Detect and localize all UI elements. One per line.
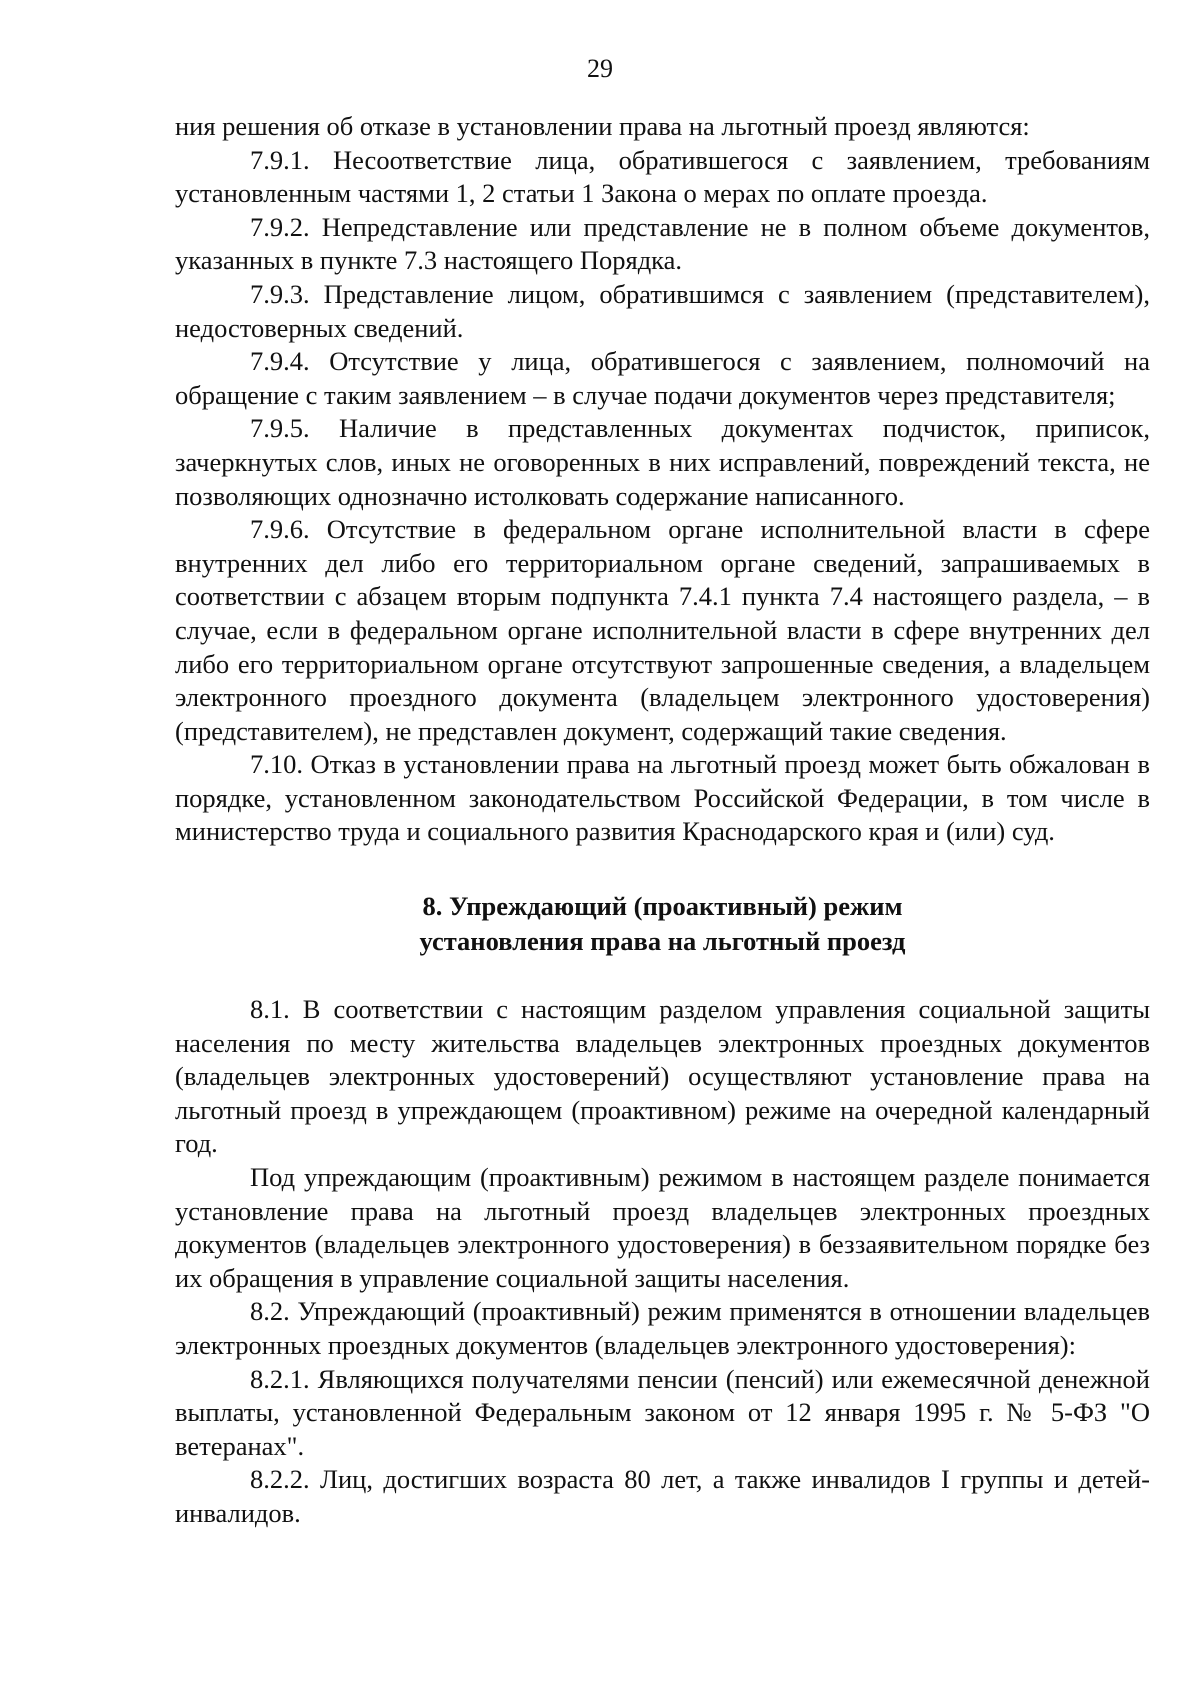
paragraph-8-2: 8.2. Упреждающий (проактивный) режим применятся в отношении владельцев электронных проездных документов (владельцев электронного удостоверения): bbox=[175, 1296, 1150, 1360]
paragraph-7-9-2: 7.9.2. Непредставление или представление не в полном объеме документов, указанных в пункте 7.3 настоящего Порядка. bbox=[175, 211, 1150, 276]
paragraph-7-9-1: 7.9.1. Несоответствие лица, обратившегося с заявлением, требованиям установленным частями 1, 2 статьи 1 Закона о мерах по оплате проезда. bbox=[175, 144, 1150, 209]
section-heading-line-2: установления права на льготный проезд bbox=[419, 926, 906, 957]
paragraph-8-2-1: 8.2.1. Являющихся получателями пенсии (пенсий) или ежемесячной денежной выплаты, установленной Федеральным законом от 12 января 1995 г. № 5-ФЗ "О ветеранах". bbox=[175, 1363, 1150, 1461]
paragraph-8-1: 8.1. В соответствии с настоящим разделом управления социальной защиты населения по месту жительства владельцев электронных проездных документов (владельцев электронных удостоверений) осуществляют установление права на льготный проезд в упреждающем (проактивном) режиме на очередной календарный год. bbox=[175, 994, 1150, 1159]
paragraph-7-10: 7.10. Отказ в установлении права на льготный проезд может быть обжалован в порядке, установленном законодательством Российской Федерации, в том числе в министерство труда и социального развития Краснодарского края и (или) суд. bbox=[175, 749, 1150, 847]
paragraph-7-9-4: 7.9.4. Отсутствие у лица, обратившегося с заявлением, полномочий на обращение с таким заявлением – в случае подачи документов через представителя; bbox=[175, 346, 1150, 410]
document-body bbox=[175, 110, 1150, 1531]
paragraph-7-9-6: 7.9.6. Отсутствие в федеральном органе исполнительной власти в сфере внутренних дел либо его территориальном органе сведений, запрашиваемых в соответствии с абзацем вторым подпункта 7.4.1 пункта 7.4 настоящего раздела, – в случае, если в федеральном органе исполнительной власти в сфере внутренних дел либо его территориальном органе отсутствуют запрошенные сведения, а владельцем электронного проездного документа (владельцем электронного удостоверения) (представителем), не представлен документ, содержащий такие сведения. bbox=[175, 514, 1150, 746]
paragraphs-before bbox=[175, 110, 1150, 849]
paragraph-7-9-intro: ния решения об отказе в установлении права на льготный проезд являются: bbox=[175, 111, 1030, 141]
paragraph-7-9-5: 7.9.5. Наличие в представленных документах подчисток, приписок, зачеркнутых слов, иных не оговоренных в них исправлений, повреждений текста, не позволяющих однозначно истолковать содержание написанного. bbox=[175, 413, 1150, 511]
section-heading bbox=[175, 889, 1150, 959]
section-heading-line-1: 8. Упреждающий (проактивный) режим bbox=[422, 891, 903, 922]
paragraph-7-9-3: 7.9.3. Представление лицом, обратившимся с заявлением (представителем), недостоверных сведений. bbox=[175, 278, 1150, 343]
paragraphs-after bbox=[175, 993, 1150, 1531]
page-number: 29 bbox=[587, 54, 613, 83]
paragraph-8-2-2: 8.2.2. Лиц, достигших возраста 80 лет, а также инвалидов I группы и детей-инвалидов. bbox=[175, 1464, 1150, 1528]
paragraph-8-1-definition: Под упреждающим (проактивным) режимом в настоящем разделе понимается установление права на льготный проезд владельцев электронных проездных документов (владельцев электронного удостоверения) в беззаявительном порядке без их обращения в управление социальной защиты населения. bbox=[175, 1162, 1150, 1293]
